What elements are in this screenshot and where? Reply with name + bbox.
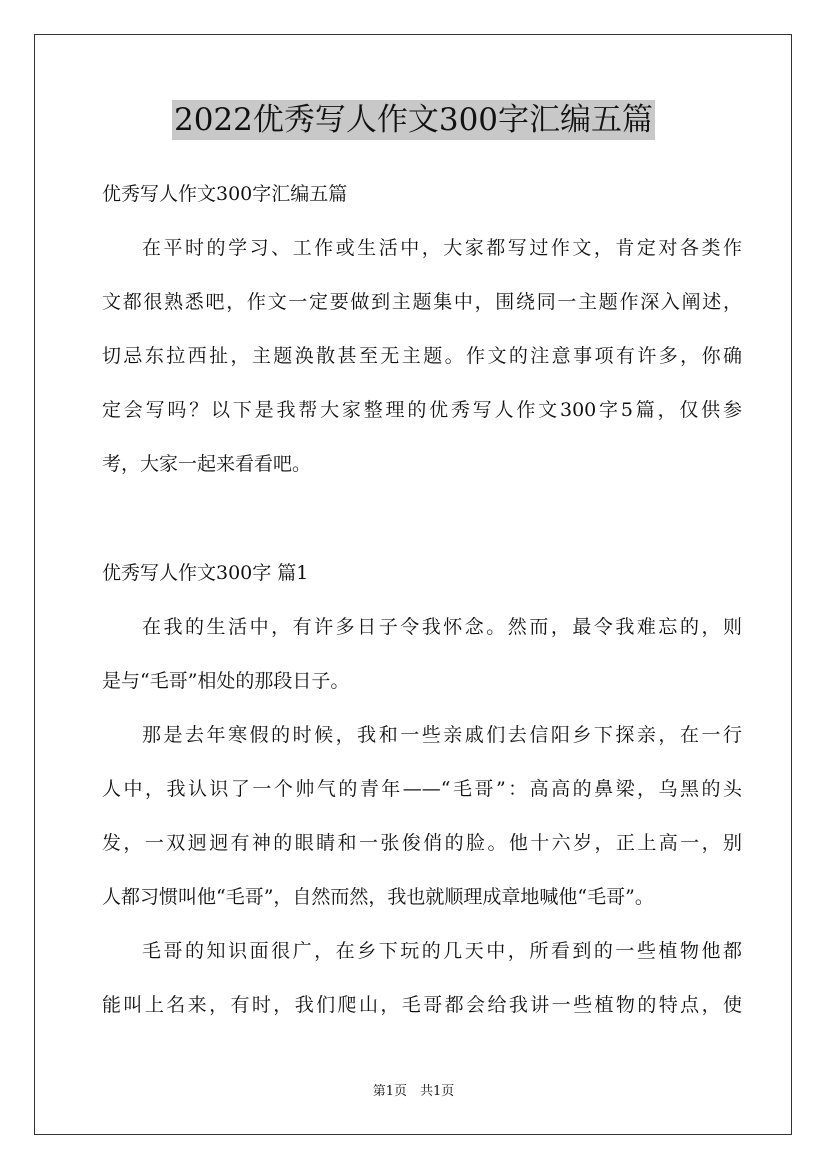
body-line-1: 在我的生活中，有许多日子令我怀念。然而，最令我难忘的，则 [142, 616, 742, 638]
body-line-7: 毛哥的知识面很广，在乡下玩的几天中，所看到的一些植物他都 [142, 940, 742, 962]
intro-line-4: 定会写吗？以下是我帮大家整理的优秀写人作文300字5篇，仅供参 [102, 399, 742, 421]
body-line-6: 人都习惯叫他“毛哥”，自然而然，我也就顺理成章地喊他“毛哥”。 [102, 886, 654, 908]
document-title: 2022优秀写人作文300字汇编五篇 [173, 102, 654, 138]
section-heading: 优秀写人作文300字 篇1 [102, 562, 309, 584]
body-line-3: 那是去年寒假的时候，我和一些亲戚们去信阳乡下探亲，在一行 [142, 724, 742, 746]
intro-line-2: 文都很熟悉吧，作文一定要做到主题集中，围绕同一主题作深入阐述， [102, 291, 742, 313]
body-line-8: 能叫上名来，有时，我们爬山，毛哥都会给我讲一些植物的特点，使 [102, 994, 742, 1016]
body-line-2: 是与“毛哥”相处的那段日子。 [102, 670, 350, 692]
intro-line-1: 在平时的学习、工作或生活中，大家都写过作文，肯定对各类作 [142, 237, 742, 259]
body-line-4: 人中，我认识了一个帅气的青年——“毛哥”：高高的鼻梁，乌黑的头 [102, 778, 742, 800]
intro-line-5: 考，大家一起来看看吧。 [102, 453, 312, 475]
body-line-5: 发，一双迥迥有神的眼睛和一张俊俏的脸。他十六岁，正上高一，别 [102, 832, 742, 854]
document-subtitle: 优秀写人作文300字汇编五篇 [102, 183, 348, 205]
page-footer: 第1页 共1页 [372, 1084, 455, 1099]
title-container [0, 100, 827, 140]
intro-line-3: 切忌东拉西扯，主题涣散甚至无主题。作文的注意事项有许多，你确 [102, 345, 742, 367]
